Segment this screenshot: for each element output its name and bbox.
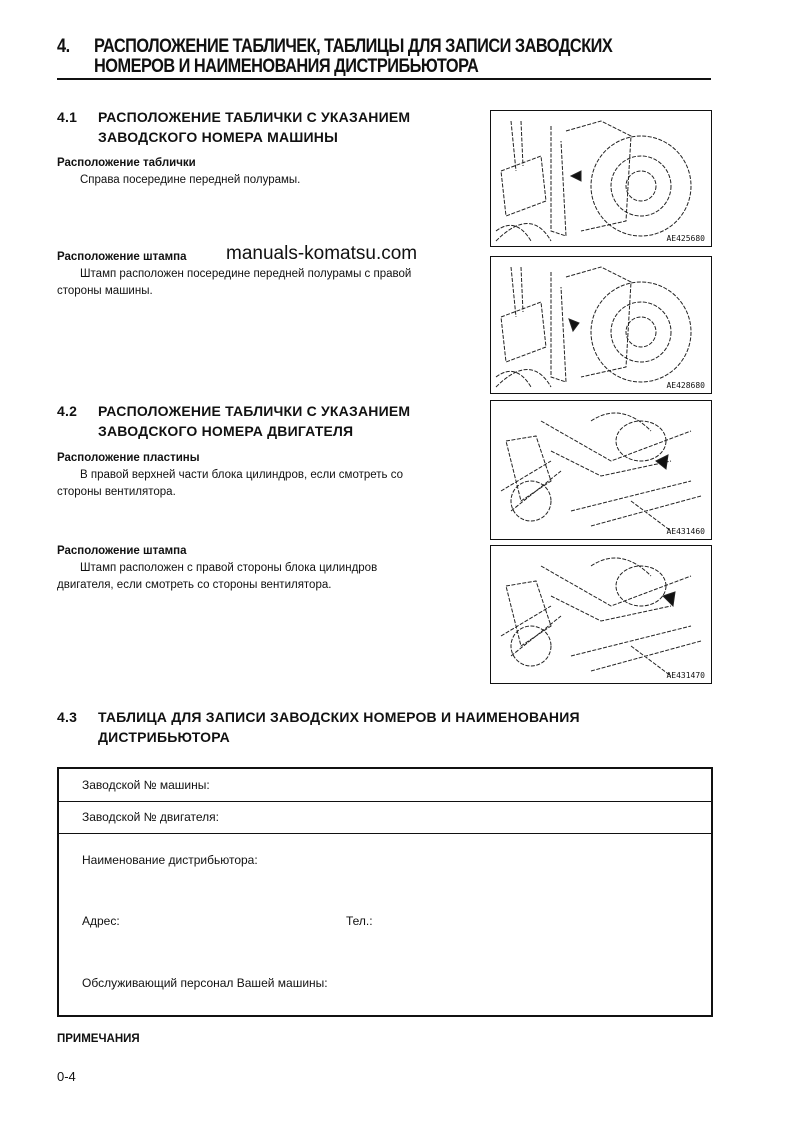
s41-title-2: ЗАВОДСКОГО НОМЕРА МАШИНЫ: [98, 129, 339, 145]
watermark: manuals-komatsu.com: [226, 243, 418, 264]
section-number: 4.: [57, 36, 70, 57]
address-label: Адрес:: [82, 914, 120, 928]
s41-text2b: стороны машины.: [57, 285, 153, 297]
figure-caption: AE425680: [666, 234, 705, 243]
s43-title-2: ДИСТРИБЬЮТОРА: [98, 729, 230, 745]
machine-plate-figure: [490, 110, 712, 247]
notes-heading: ПРИМЕЧАНИЯ: [57, 1033, 140, 1045]
machine-no-row: [59, 769, 711, 802]
service-staff-label: Обслуживающий персонал Вашей машины:: [82, 976, 328, 990]
phone-label: Тел.:: [346, 914, 373, 928]
engine-plate-figure: [490, 400, 712, 540]
figure-caption: AE428680: [666, 381, 705, 390]
engine-stamp-figure: [490, 545, 712, 684]
s42-text1a: В правой верхней части блока цилиндров, если смотреть со: [80, 469, 404, 481]
s41-sub1: Расположение таблички: [57, 157, 196, 169]
page-title-line2: НОМЕРОВ И НАИМЕНОВАНИЯ ДИСТРИБЬЮТОРА: [94, 56, 479, 77]
s43-number: 4.3: [57, 709, 78, 725]
s42-text2a: Штамп расположен с правой стороны блока цилиндров: [80, 562, 378, 574]
record-table: [57, 767, 713, 1017]
s42-number: 4.2: [57, 403, 78, 419]
s41-number: 4.1: [57, 109, 78, 125]
engine-no-row: [59, 802, 711, 834]
s41-text2a: Штамп расположен посередине передней полурамы с правой: [80, 268, 412, 280]
page-number: 0-4: [57, 1069, 76, 1084]
s42-sub2: Расположение штампа: [57, 545, 187, 557]
s42-text2b: двигателя, если смотреть со стороны вентилятора.: [57, 579, 332, 591]
engine-no-label: Заводской № двигателя:: [82, 810, 219, 824]
figure-caption: AE431460: [666, 527, 705, 536]
s41-title-1: РАСПОЛОЖЕНИЕ ТАБЛИЧКИ С УКАЗАНИЕМ: [98, 109, 411, 125]
s42-title-2: ЗАВОДСКОГО НОМЕРА ДВИГАТЕЛЯ: [98, 423, 354, 439]
page-title-line1: РАСПОЛОЖЕНИЕ ТАБЛИЧЕК, ТАБЛИЦЫ ДЛЯ ЗАПИСИ ЗАВОДСКИХ: [94, 36, 613, 57]
machine-no-label: Заводской № машины:: [82, 778, 210, 792]
title-rule: [57, 78, 711, 80]
s41-sub2: Расположение штампа: [57, 251, 187, 263]
distributor-label: Наименование дистрибьютора:: [82, 853, 258, 867]
figure-caption: AE431470: [666, 671, 705, 680]
s42-text1b: стороны вентилятора.: [57, 486, 176, 498]
s43-title-1: ТАБЛИЦА ДЛЯ ЗАПИСИ ЗАВОДСКИХ НОМЕРОВ И НАИМЕНОВАНИЯ: [98, 709, 580, 725]
machine-stamp-figure: [490, 256, 712, 394]
s41-text1: Справа посередине передней полурамы.: [80, 174, 301, 186]
s42-title-1: РАСПОЛОЖЕНИЕ ТАБЛИЧКИ С УКАЗАНИЕМ: [98, 403, 411, 419]
s42-sub1: Расположение пластины: [57, 452, 200, 464]
